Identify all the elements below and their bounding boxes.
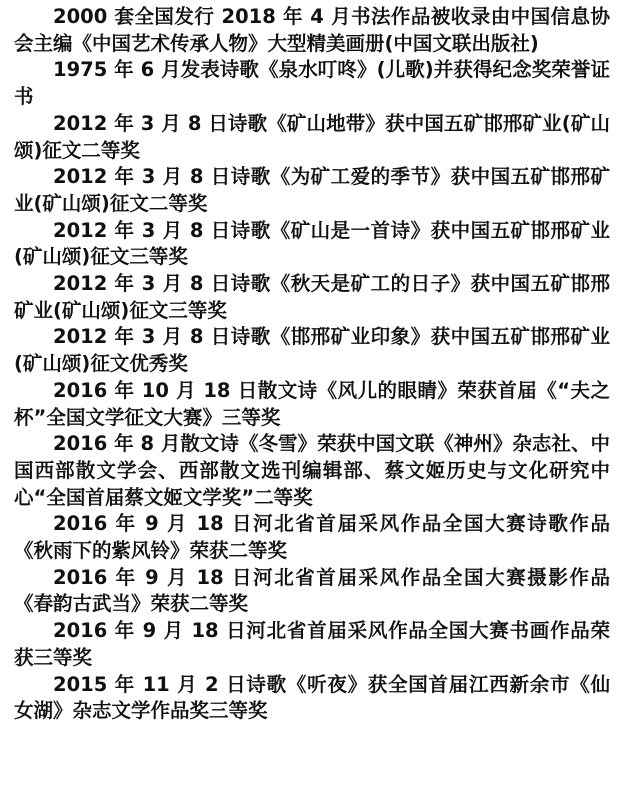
award-entry-9: 2016 年 8 月散文诗《冬雪》荣获中国文联《神州》杂志社、中国西部散文学会、西部散文选刊编辑部、蔡文姬历史与文化研究中心“全国首届蔡文姬文学奖”二等奖 — [14, 432, 610, 509]
award-entry-4: 2012 年 3 月 8 日诗歌《为矿工爱的季节》获中国五矿邯邢矿业(矿山颂)征文二等奖 — [14, 165, 610, 215]
award-entry-7: 2012 年 3 月 8 日诗歌《邯邢矿业印象》获中国五矿邯邢矿业(矿山颂)征文优秀奖 — [14, 325, 610, 376]
award-entry-3: 2012 年 3 月 8 日诗歌《矿山地带》获中国五矿邯邢矿业(矿山颂)征文二等奖 — [14, 111, 610, 162]
award-entry-10: 2016 年 9 月 18 日河北省首届采风作品全国大赛诗歌作品《秋雨下的紫风铃》荣获二等奖 — [14, 512, 610, 563]
award-entry-12: 2016 年 9 月 18 日河北省首届采风作品全国大赛书画作品荣获三等奖 — [14, 619, 610, 669]
award-entry-13: 2015 年 11 月 2 日诗歌《听夜》获全国首届江西新余市《仙女湖》杂志文学作品奖三等奖 — [14, 672, 610, 723]
award-entry-6: 2012 年 3 月 8 日诗歌《秋天是矿工的日子》获中国五矿邯邢矿业(矿山颂)征文三等奖 — [14, 272, 610, 322]
award-entry-1: 2000 套全国发行 2018 年 4 月书法作品被收录由中国信息协会主编《中国艺术传承人物》大型精美画册(中国文联出版社) — [14, 5, 610, 55]
award-entry-8: 2016 年 10 月 18 日散文诗《风儿的眼睛》荣获首届《“夫之杯”全国文学征文大赛》三等奖 — [14, 378, 610, 429]
award-entry-2: 1975 年 6 月发表诗歌《泉水叮咚》(儿歌)并获得纪念奖荣誉证书 — [14, 58, 610, 109]
award-entry-11: 2016 年 9 月 18 日河北省首届采风作品全国大赛摄影作品《春韵古武当》荣获二等奖 — [14, 565, 610, 616]
award-entry-5: 2012 年 3 月 8 日诗歌《矿山是一首诗》获中国五矿邯邢矿业(矿山颂)征文三等奖 — [14, 218, 610, 269]
